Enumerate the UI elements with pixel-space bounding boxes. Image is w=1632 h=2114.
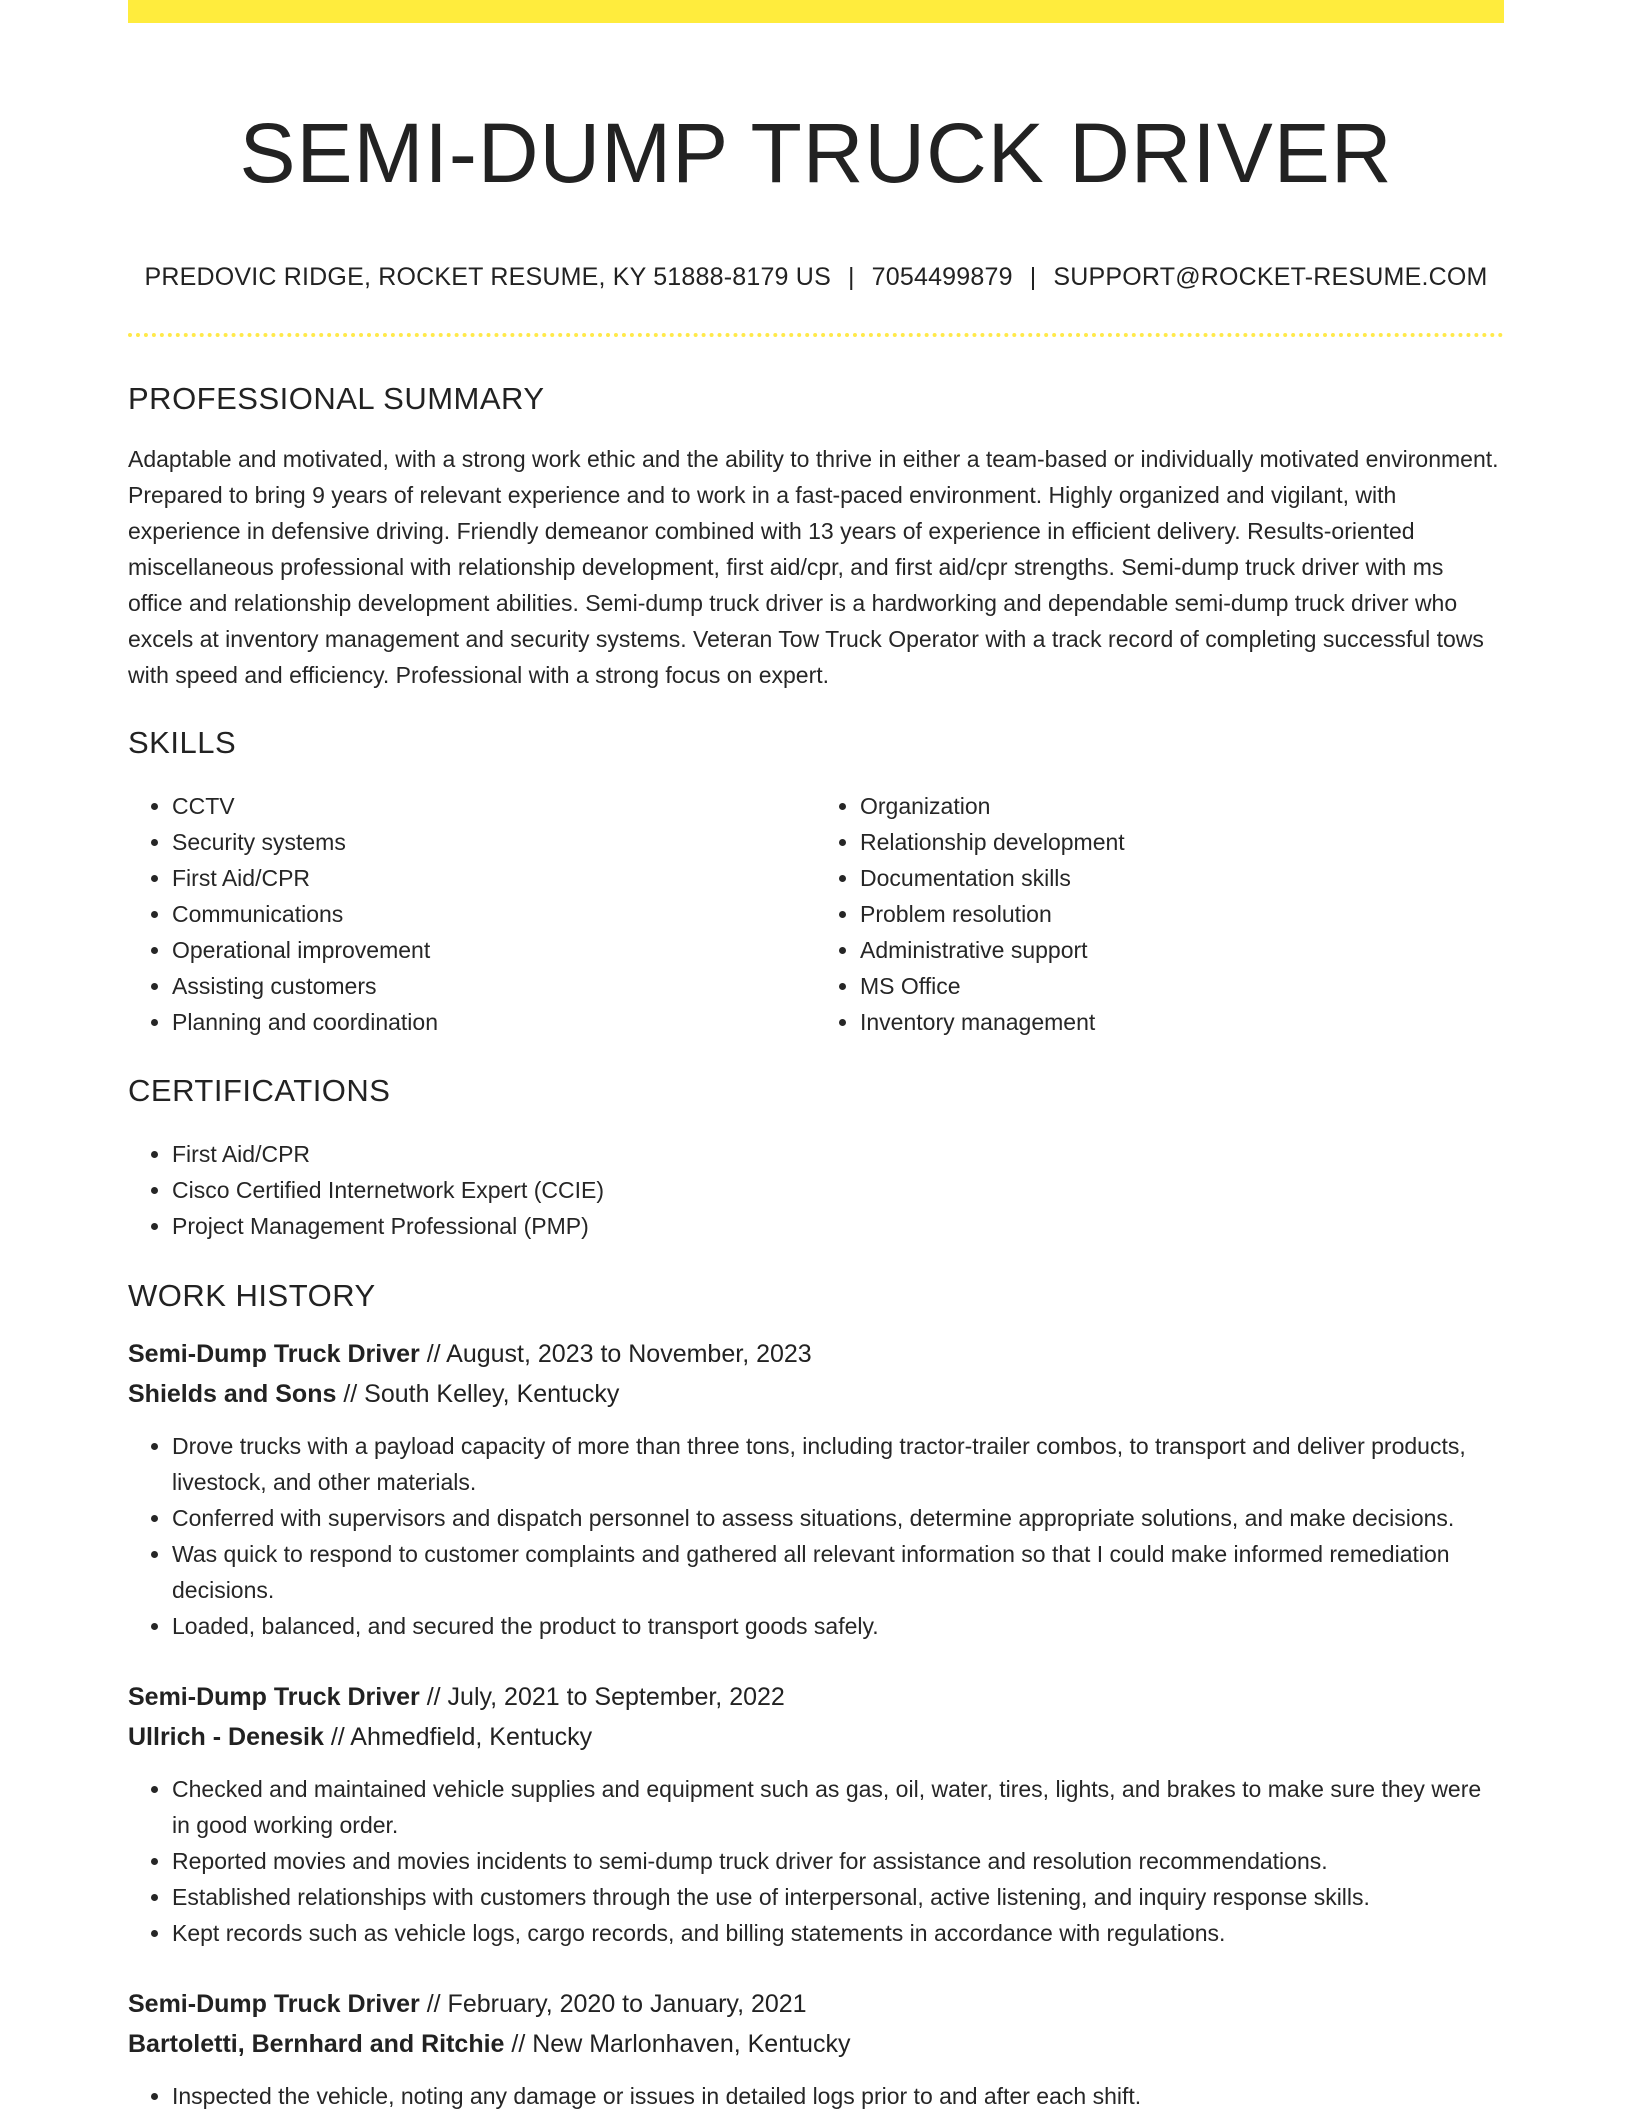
job-duty: • Loaded, balanced, and secured the product to transport goods safely. [172, 1608, 1504, 1644]
separator: | [1029, 263, 1037, 291]
skill-item: • Documentation skills [860, 860, 1504, 896]
certifications-heading: CERTIFICATIONS [128, 1073, 391, 1108]
summary-heading: PROFESSIONAL SUMMARY [128, 381, 545, 416]
job-entry [128, 1984, 1504, 2114]
job-role: Semi-Dump Truck Driver [128, 1340, 420, 1368]
address: PREDOVIC RIDGE, ROCKET RESUME, KY 51888-8179 US [144, 263, 831, 291]
work-history-heading: WORK HISTORY [128, 1278, 376, 1313]
job-dates: // July, 2021 to September, 2022 [419, 1683, 785, 1711]
skill-item: • Security systems [172, 824, 816, 860]
job-company: Ullrich - Denesik [128, 1723, 324, 1751]
job-role-line [128, 1984, 1504, 2024]
separator: | [847, 263, 855, 291]
skill-item: • Administrative support [860, 932, 1504, 968]
job-duty: • Established relationships with customers through the use of interpersonal, active listening, and inquiry response skills. [172, 1879, 1504, 1915]
job-company-line [128, 2024, 1504, 2064]
skills-left-list [128, 788, 816, 1040]
phone: 7054499879 [871, 263, 1013, 291]
job-entry [128, 1334, 1504, 1644]
certification-item: • First Aid/CPR [172, 1136, 1504, 1172]
contact-line [128, 260, 1504, 294]
job-dates: // February, 2020 to January, 2021 [419, 1990, 807, 2018]
skill-item: • Relationship development [860, 824, 1504, 860]
job-entry [128, 1677, 1504, 1951]
job-role: Semi-Dump Truck Driver [128, 1990, 420, 2018]
skills-right-list [816, 788, 1504, 1040]
job-company: Bartoletti, Bernhard and Ritchie [128, 2030, 505, 2058]
certifications-list [128, 1136, 1504, 1244]
skill-item: • Assisting customers [172, 968, 816, 1004]
skill-item: • Inventory management [860, 1004, 1504, 1040]
dotted-divider [128, 333, 1504, 337]
job-duty: • Checked and maintained vehicle supplies and equipment such as gas, oil, water, tires, lights, and brakes to make sure they were in good working order. [172, 1771, 1504, 1843]
job-location: // Ahmedfield, Kentucky [323, 1723, 593, 1751]
job-company-line [128, 1374, 1504, 1414]
skills-heading: SKILLS [128, 725, 237, 760]
job-location: // South Kelley, Kentucky [336, 1380, 620, 1408]
job-duty: • Was quick to respond to customer complaints and gathered all relevant information so that I could make informed remediation decisions. [172, 1536, 1504, 1608]
job-dates: // August, 2023 to November, 2023 [419, 1340, 812, 1368]
job-role: Semi-Dump Truck Driver [128, 1683, 420, 1711]
skill-item: • MS Office [860, 968, 1504, 1004]
certification-item: • Project Management Professional (PMP) [172, 1208, 1504, 1244]
job-company: Shields and Sons [128, 1380, 337, 1408]
summary-text: Adaptable and motivated, with a strong work ethic and the ability to thrive in either a team-based or individually motivated environment. Prepared to bring 9 years of relevant experience and to work in a fast-paced environment. Highly organized and vigilant, with experience in defensive driving. Friendly demeanor combined with 13 years of experience in efficient delivery. Results-oriented miscellaneous professional with relationship development, first aid/cpr, and first aid/cpr strengths. Semi-dump truck driver with ms office and relationship development abilities. Semi-dump truck driver is a hardworking and dependable semi-dump truck driver who excels at inventory management and security systems. Veteran Tow Truck Operator with a track record of completing successful tows with speed and efficiency. Professional with a strong focus on expert. [128, 446, 1499, 688]
certification-item: • Cisco Certified Internetwork Expert (CCIE) [172, 1172, 1504, 1208]
job-duty: • Reported movies and movies incidents to semi-dump truck driver for assistance and resolution recommendations. [172, 1843, 1504, 1879]
skill-item: • CCTV [172, 788, 816, 824]
skills-columns [128, 788, 1504, 1040]
job-role-line [128, 1677, 1504, 1717]
skill-item: • Problem resolution [860, 896, 1504, 932]
job-duties [128, 1771, 1504, 1951]
job-company-line [128, 1717, 1504, 1757]
job-duties [128, 2078, 1504, 2114]
email: SUPPORT@ROCKET-RESUME.COM [1053, 263, 1488, 291]
skill-item: • Organization [860, 788, 1504, 824]
resume-content [128, 0, 1504, 2114]
job-location: // New Marlonhaven, Kentucky [504, 2030, 851, 2058]
skill-item: • Communications [172, 896, 816, 932]
job-duty: • Inspected the vehicle, noting any damage or issues in detailed logs prior to and after each shift. [172, 2078, 1504, 2114]
resume-title: SEMI-DUMP TRUCK DRIVER [239, 106, 1393, 200]
job-role-line [128, 1334, 1504, 1374]
skill-item: • First Aid/CPR [172, 860, 816, 896]
job-duty: • Drove trucks with a payload capacity of more than three tons, including tractor-trailer combos, to transport and deliver products, livestock, and other materials. [172, 1428, 1504, 1500]
top-accent-bar [128, 0, 1504, 23]
job-duty: • Conferred with supervisors and dispatch personnel to assess situations, determine appropriate solutions, and make decisions. [172, 1500, 1504, 1536]
skill-item: • Planning and coordination [172, 1004, 816, 1040]
job-duty: • Kept records such as vehicle logs, cargo records, and billing statements in accordance with regulations. [172, 1915, 1504, 1951]
skill-item: • Operational improvement [172, 932, 816, 968]
job-duties [128, 1428, 1504, 1644]
